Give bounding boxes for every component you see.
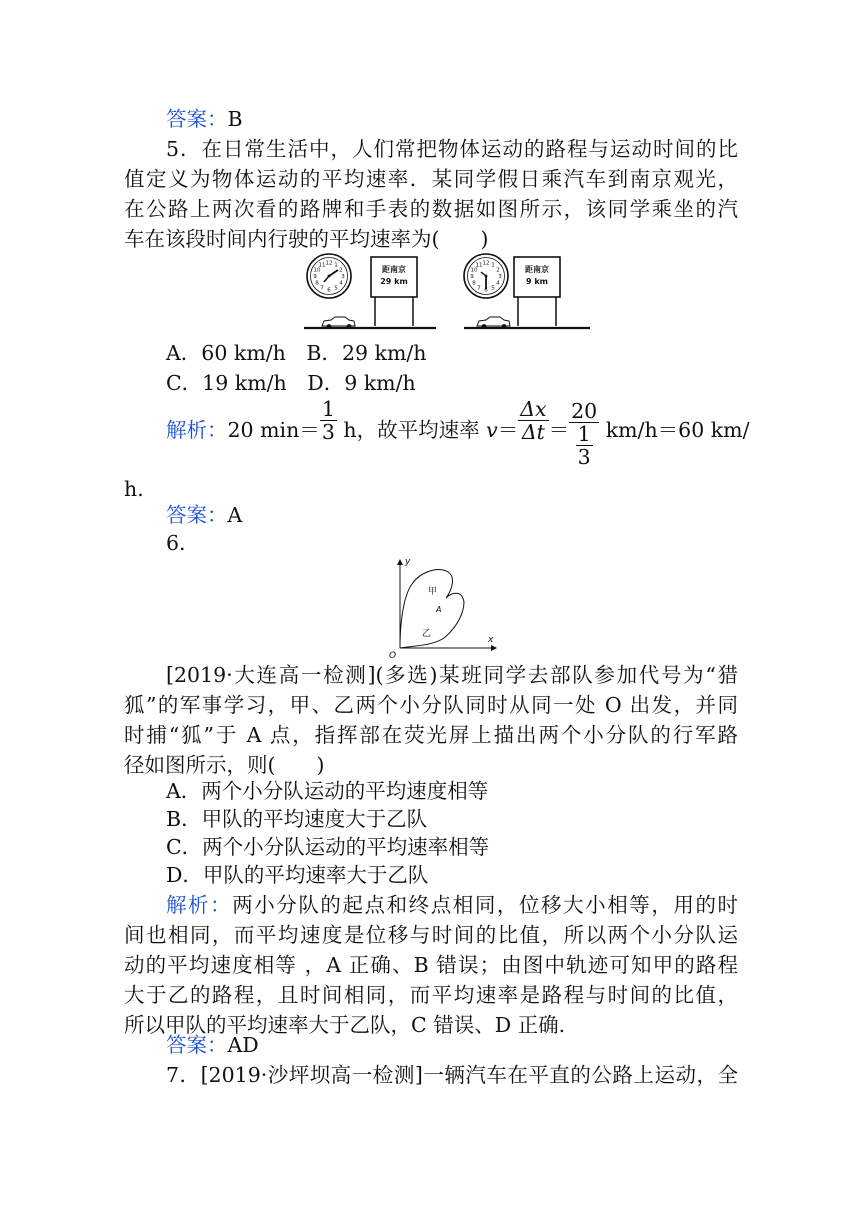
solution-text: km/h＝60 km/ bbox=[599, 418, 750, 442]
clock-number: 8 bbox=[315, 280, 319, 287]
velocity-symbol: v bbox=[486, 418, 498, 442]
q6-option-a: A．两个小分队运动的平均速度相等 bbox=[166, 779, 489, 803]
solution-text: h，故平均速率 bbox=[336, 418, 487, 442]
path-diagram bbox=[384, 550, 504, 660]
q6-line-1: [2019·大连高一检测](多选)某班同学去部队参加代号为“猎 bbox=[166, 663, 738, 687]
clock-number: 2 bbox=[339, 267, 343, 274]
clock-number: 10 bbox=[470, 267, 478, 274]
clock-number: 12 bbox=[325, 260, 333, 267]
answer-value: B bbox=[227, 107, 243, 131]
clock-number: 10 bbox=[313, 267, 321, 274]
q6-solution-line-5: 所以甲队的平均速率大于乙队，C 错误、D 正确. bbox=[124, 1013, 566, 1037]
solution-text: 20 min＝ bbox=[227, 418, 320, 442]
sign-1-distance: 29 km bbox=[380, 277, 408, 286]
answer-label: 答案： bbox=[166, 1033, 228, 1057]
path-label-jia: 甲 bbox=[428, 587, 438, 597]
fraction-dx-dt: $\frac{\Delta x}{\Delta t}$ bbox=[520, 397, 547, 444]
clock-number: 12 bbox=[482, 260, 490, 267]
solution-label: 解析： bbox=[166, 893, 233, 917]
clock-number: 5 bbox=[491, 285, 495, 292]
clock-number: 7 bbox=[477, 285, 481, 292]
clock-number: 6 bbox=[327, 287, 331, 294]
sign-2-title: 距南京 bbox=[525, 265, 549, 274]
solution-label: 解析： bbox=[166, 418, 228, 442]
clock-number: 11 bbox=[475, 262, 483, 269]
q6-line-3: 时捕“狐”于 A 点，指挥部在荧光屏上描出两个小分队的行军路 bbox=[124, 723, 738, 747]
road-sign-1 bbox=[371, 257, 417, 326]
q6-answer bbox=[166, 1030, 780, 1060]
q4-answer bbox=[166, 104, 780, 134]
q5-answer bbox=[166, 500, 780, 530]
clock-number: 7 bbox=[320, 285, 324, 292]
q6-line-2: 狐”的军事学习，甲、乙两个小分队同时从同一处 O 出发，并同 bbox=[124, 693, 738, 717]
clock-number: 8 bbox=[472, 280, 476, 287]
q5-line-3: 在公路上两次看的路牌和手表的数据如图所示，该同学乘坐的汽 bbox=[124, 197, 738, 221]
clock-number: 1 bbox=[334, 262, 338, 269]
answer-label: 答案： bbox=[166, 503, 228, 527]
answer-value: AD bbox=[227, 1033, 259, 1057]
q7-line-1: 7．[2019·沙坪坝高一检测]一辆汽车在平直的公路上运动，全 bbox=[166, 1063, 738, 1087]
q6-number: 6. bbox=[166, 531, 186, 555]
q6-solution-line-4: 大于乙的路程，且时间相同，而平均速率是路程与时间的比值， bbox=[124, 983, 738, 1007]
fraction-inner-one-third: $\frac{1}{3}$ bbox=[577, 422, 591, 469]
clock-number: 9 bbox=[313, 274, 317, 280]
q5-line-2: 值定义为物体运动的平均速率．某同学假日乘汽车到南京观光， bbox=[124, 167, 738, 191]
clock-1 bbox=[307, 254, 351, 298]
q6-solution-line-2: 间也相同，而平均速度是位移与时间的比值，所以两个小分队运 bbox=[124, 923, 738, 947]
q6-solution-line-3: 动的平均速度相等 ，A 正确、B 错误；由图中轨迹可知甲的路程 bbox=[124, 953, 738, 977]
q5-solution: 解析：20 min＝ $\frac{1}{3}$ h，故平均速率 v＝ $\frac{\Delta x}{\Delta t}$ ＝ $\frac{20}{\frac{1}{3}}$ km/h＝60 km/ bbox=[166, 397, 750, 469]
clock-number: 3 bbox=[498, 274, 502, 280]
fraction-one-third: $\frac{1}{3}$ bbox=[321, 397, 335, 444]
q6-solution-line-1 bbox=[166, 890, 738, 920]
q6-option-b: B．甲队的平均速度大于乙队 bbox=[166, 807, 428, 831]
answer-label: 答案： bbox=[166, 107, 228, 131]
sign-2-distance: 9 km bbox=[525, 277, 549, 286]
q6-option-c: C．两个小分队运动的平均速率相等 bbox=[166, 835, 490, 859]
origin-label: O bbox=[389, 651, 397, 660]
clock-number: 4 bbox=[339, 280, 343, 287]
point-a-label: A bbox=[436, 605, 442, 614]
q6-option-d: D．甲队的平均速率大于乙队 bbox=[166, 863, 429, 887]
clock-number: 1 bbox=[491, 262, 495, 269]
clock-number: 4 bbox=[496, 280, 500, 287]
q5-options-row-2: C．19 km/h D．9 km/h bbox=[166, 371, 416, 395]
road-sign-2 bbox=[514, 257, 560, 326]
x-axis-label: x bbox=[488, 635, 494, 645]
clock-number: 2 bbox=[496, 267, 500, 274]
clock-number: 5 bbox=[334, 285, 338, 292]
answer-value: A bbox=[227, 503, 243, 527]
path-label-yi: 乙 bbox=[422, 629, 432, 639]
q5-solution-tail: h. bbox=[124, 477, 144, 501]
q5-line-4: 车在该段时间内行驶的平均速率为( ) bbox=[124, 227, 489, 251]
clock-number: 6 bbox=[484, 287, 488, 294]
clock-number: 11 bbox=[318, 262, 326, 269]
q6-line-4: 径如图所示，则( ) bbox=[124, 753, 325, 777]
clock-number: 9 bbox=[470, 274, 474, 280]
clock-2 bbox=[464, 254, 508, 298]
q5-options-row-1: A．60 km/h B．29 km/h bbox=[166, 341, 427, 365]
q5-line-1: 5．在日常生活中，人们常把物体运动的路程与运动时间的比 bbox=[166, 137, 738, 161]
road-sign-figure bbox=[300, 252, 592, 334]
y-axis-label: y bbox=[405, 557, 411, 567]
fraction-20-over-one-third: $\frac{20}{\frac{1}{3}}$ bbox=[571, 399, 598, 469]
clock-number: 3 bbox=[341, 274, 345, 280]
solution-text: 两小分队的起点和终点相同，位移大小相等，用的时 bbox=[232, 893, 739, 917]
sign-1-title: 距南京 bbox=[382, 265, 406, 274]
path-jia-yi bbox=[400, 570, 464, 648]
